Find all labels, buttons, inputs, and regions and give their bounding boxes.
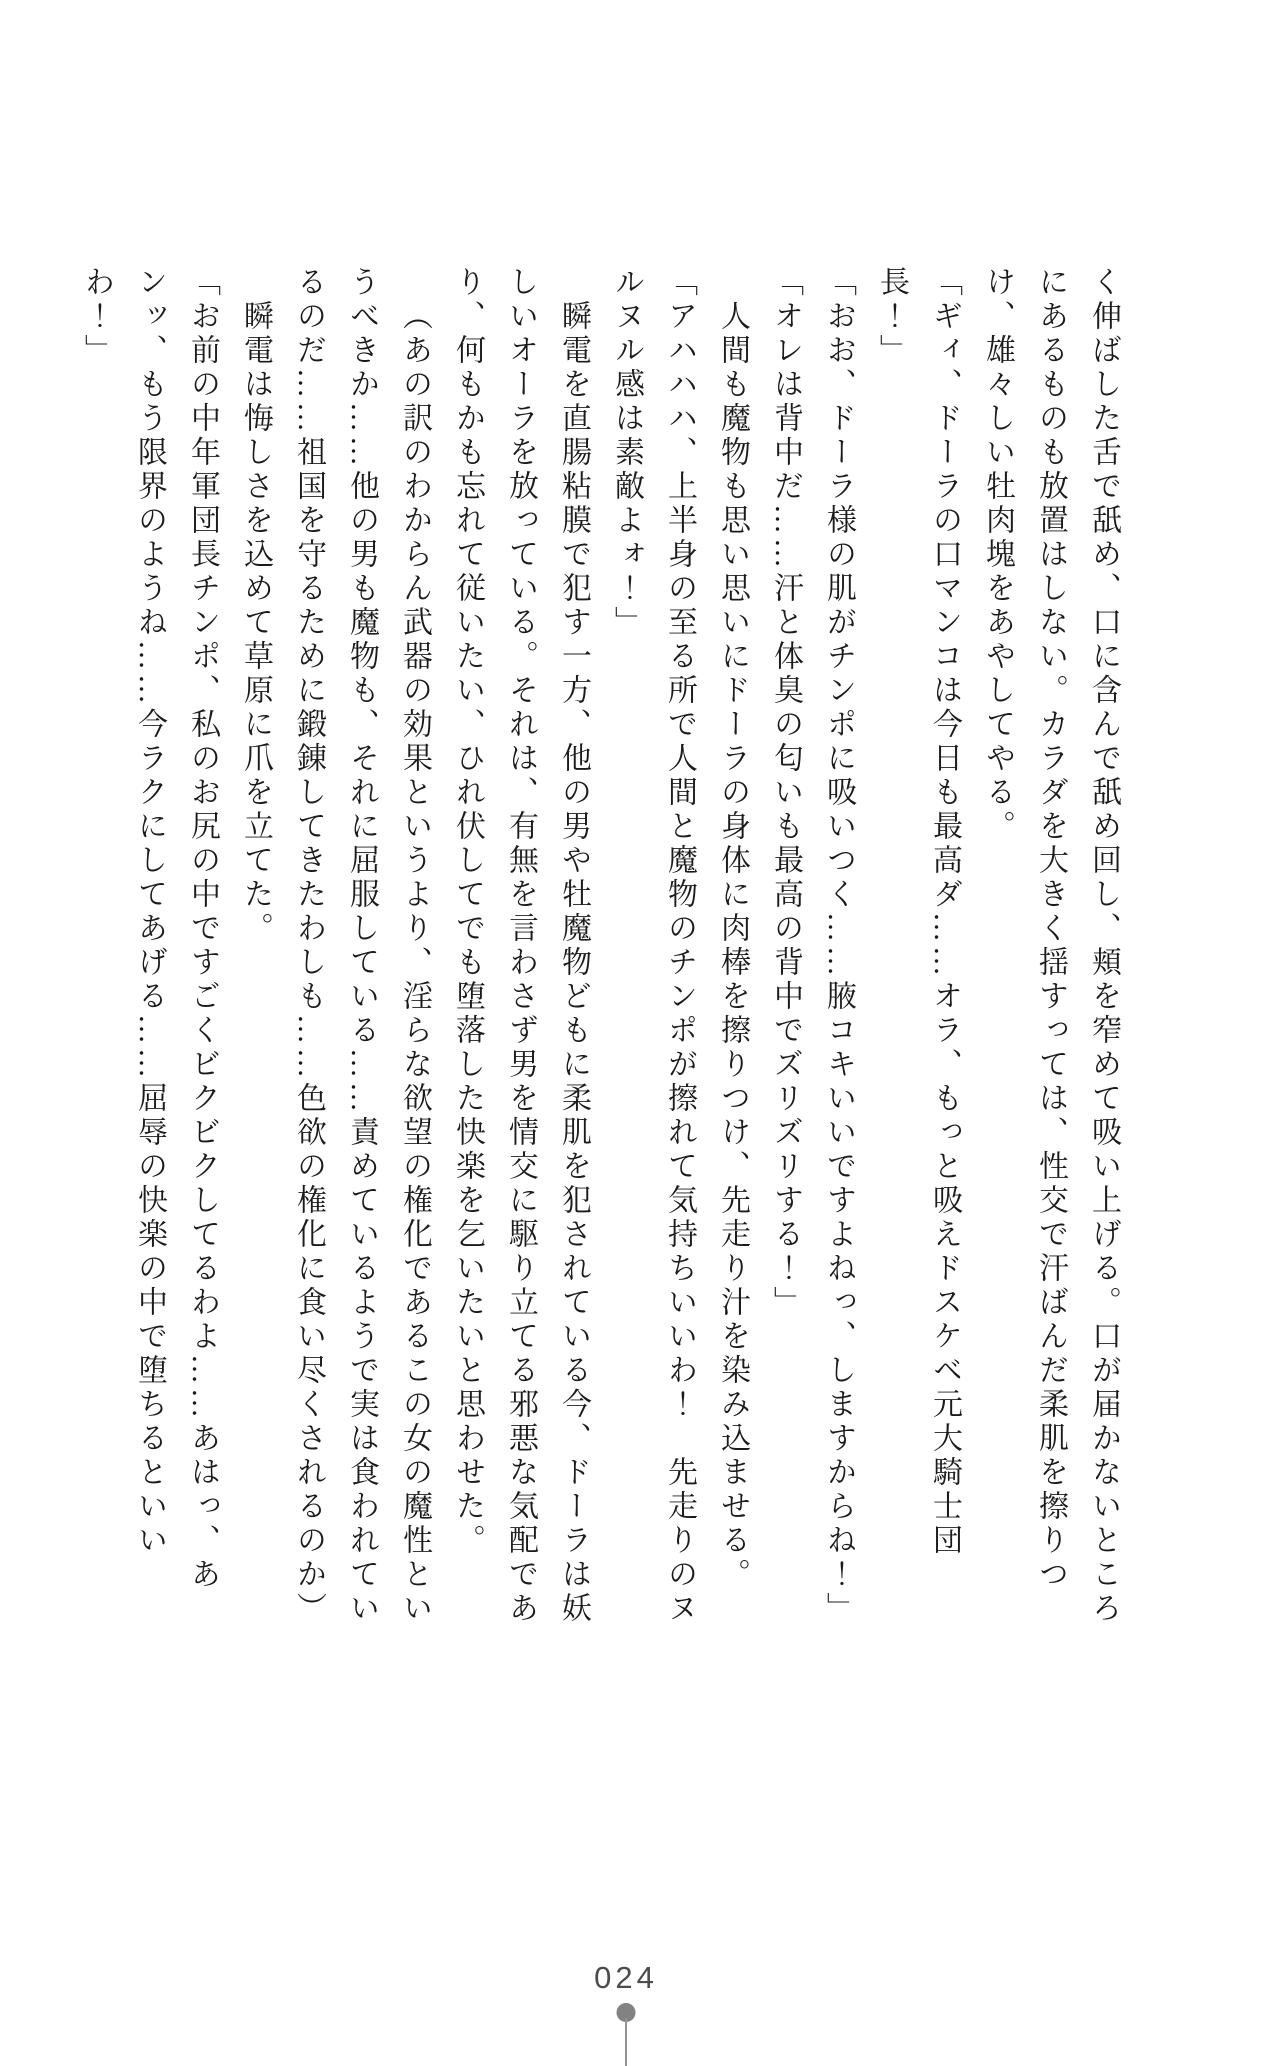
paragraph: （あの訳のわからん武器の効果というより、淫らな欲望の権化であるこの女の魔性というべきか……他の男も魔物も、それに屈服している……責めているようで実は食われているのだ……祖国を守るために鍛錬してきたわしも……色欲の権化に食い尽くされるのか）: [292, 266, 431, 1626]
text-block: [70, 266, 1130, 1634]
paragraph: 「オレは背中だ……汗と体臭の匂いも最高の背中でズリズリする！」: [769, 266, 802, 1320]
paragraph: 「アハハハ、上半身の至る所で人間と魔物のチンポが擦れて気持ちいいわ！ 先走りのヌルヌル感は素敵よォ！」: [610, 266, 696, 1626]
paragraph: 「お前の中年軍団長チンポ、私のお尻の中ですごくビクビクしてるわよ……あはっ、あンッ、もう限界のようね……今ラクにしてあげる……屈辱の快楽の中で堕ちるといいわ！」: [80, 266, 219, 1592]
paragraph: 「ギィ、ドーラの口マンコは今日も最高ダ……オラ、もっと吸えドスケベ元大騎士団長！」: [875, 266, 961, 1558]
page-number: 024: [594, 1960, 658, 1995]
paragraph: 瞬電は悔しさを込めて草原に爪を立てた。: [239, 300, 272, 946]
paragraph: 「おお、ドーラ様の肌がチンポに吸いつく……腋コキいいですよねっ、しますからね！」: [822, 266, 855, 1626]
footer-marker-line: [625, 2018, 627, 2066]
paragraph: く伸ばした舌で舐め、口に含んで舐め回し、頬を窄めて吸い上げる。口が届かないところにあるものも放置はしない。カラダを大きく揺すっては、性交で汗ばんだ柔肌を擦りつけ、雄々しい牡肉塊をあやしてやる。: [981, 266, 1120, 1626]
paragraph: 瞬電を直腸粘膜で犯す一方、他の男や牡魔物どもに柔肌を犯されている今、ドーラは妖しいオーラを放っている。それは、有無を言わさず男を情交に駆り立てる邪悪な気配であり、何もかも忘れて従いたい、ひれ伏してでも堕落した快楽を乞いたいと思わせた。: [451, 266, 590, 1626]
paragraph: 人間も魔物も思い思いにドーラの身体に肉棒を擦りつけ、先走り汁を染み込ませる。: [716, 300, 749, 1592]
